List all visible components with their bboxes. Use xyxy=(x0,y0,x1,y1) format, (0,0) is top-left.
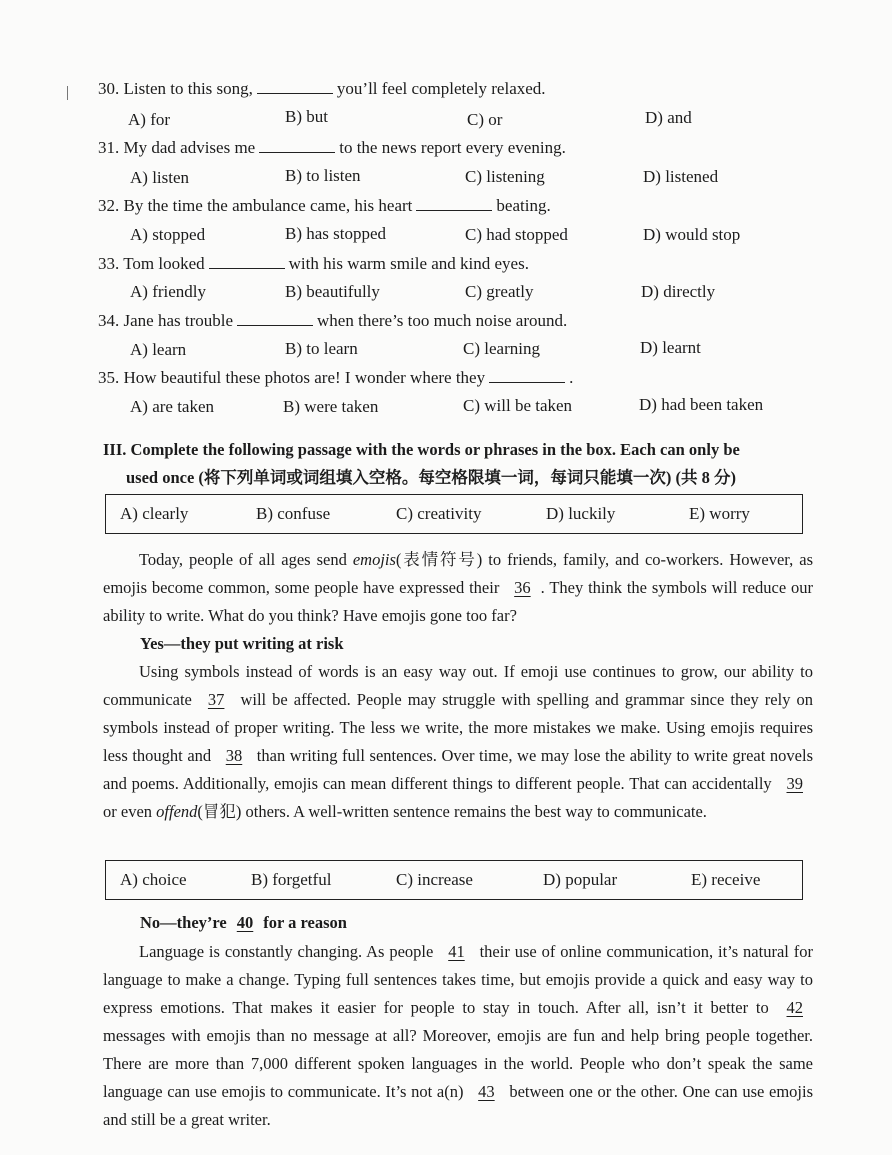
answer-blank xyxy=(237,311,313,326)
answer-blank xyxy=(257,79,333,94)
word-option: A) choice xyxy=(120,870,187,889)
answer-blank xyxy=(209,254,285,269)
word-box-2 xyxy=(105,860,803,900)
word-option: D) popular xyxy=(543,870,618,889)
option-a: A) listen xyxy=(130,168,190,187)
option-c: C) had stopped xyxy=(465,225,568,244)
subheading-yes: Yes—they put writing at risk xyxy=(140,634,344,653)
word-option: E) worry xyxy=(689,504,750,523)
option-d: D) directly xyxy=(641,282,716,301)
option-c: C) greatly xyxy=(465,282,534,301)
question-32 xyxy=(98,196,551,216)
option-b: B) has stopped xyxy=(285,224,387,243)
blank-43: 43 xyxy=(478,1082,495,1101)
question-stem: 30. Listen to this song, xyxy=(98,79,253,98)
question-stem: 31. My dad advises me xyxy=(98,138,256,157)
option-b: B) to learn xyxy=(285,339,358,358)
option-c: C) or xyxy=(467,110,503,129)
question-stem: 33. Tom looked xyxy=(98,254,205,273)
option-b: B) but xyxy=(285,107,328,126)
option-d: D) learnt xyxy=(640,338,701,357)
word-option: A) clearly xyxy=(120,504,189,523)
paragraph-yes: Using symbols instead of words is an easy way out. If emoji use continues to grow, our ability to communicate 37 will be affected. People may struggle with spelling and grammar since they rely on symbols instead of proper writing. The less we write, the more mistakes we make. Using emojis requires less thought and 38 than writing full sentences. Over time, we may lose the ability to write great novels and poems. Additionally, emojis can mean different things to different people. That can accidentally 39 or even offend(冒犯) others. A well-written sentence remains the best way to communicate. xyxy=(103,662,813,821)
section-title xyxy=(103,436,818,492)
answer-blank xyxy=(259,138,335,153)
word-option: D) luckily xyxy=(546,504,616,523)
question-33 xyxy=(98,254,529,274)
question-31 xyxy=(98,138,566,158)
question-stem: 32. By the time the ambulance came, his heart xyxy=(98,196,413,215)
option-a: A) learn xyxy=(130,340,187,359)
blank-40: 40 xyxy=(236,913,254,932)
blank-36: 36 xyxy=(514,578,531,597)
option-c: C) listening xyxy=(465,167,545,186)
question-stem-end: with his warm smile and kind eyes. xyxy=(288,254,529,273)
option-a: A) friendly xyxy=(130,282,207,301)
question-stem-end: you’ll feel completely relaxed. xyxy=(336,79,546,98)
option-b: B) beautifully xyxy=(285,282,380,301)
paragraph-intro: Today, people of all ages send emojis(表情符号) to friends, family, and co-workers. However, as emojis become common, some people have expressed their 36 . They think the symbols will reduce our ability to write. What do you think? Have emojis gone too far? xyxy=(103,550,813,625)
option-b: B) to listen xyxy=(285,166,361,185)
question-stem-end: when there’s too much noise around. xyxy=(317,311,568,330)
option-b: B) were taken xyxy=(283,397,379,416)
question-34 xyxy=(98,311,567,331)
question-stem-end: . xyxy=(569,368,574,387)
word-option: C) increase xyxy=(396,870,473,889)
answer-blank xyxy=(416,196,492,211)
option-c: C) will be taken xyxy=(463,396,573,415)
question-stem-end: to the news report every evening. xyxy=(339,138,566,157)
option-d: D) had been taken xyxy=(639,395,764,414)
question-35 xyxy=(98,368,573,388)
blank-39: 39 xyxy=(786,774,803,793)
option-a: A) stopped xyxy=(130,225,206,244)
word-option: B) confuse xyxy=(256,504,331,523)
option-d: D) and xyxy=(645,108,692,127)
section-title-line-1: III. Complete the following passage with the words or phrases in the box. Each can only be xyxy=(103,440,740,459)
option-a: A) are taken xyxy=(130,397,215,416)
option-d: D) would stop xyxy=(643,225,741,244)
word-option: B) forgetful xyxy=(251,870,332,889)
blank-37: 37 xyxy=(207,690,225,709)
word-option: E) receive xyxy=(691,870,761,889)
margin-mark xyxy=(67,86,68,100)
question-stem: 35. How beautiful these photos are! I wonder where they xyxy=(98,368,486,387)
option-c: C) learning xyxy=(463,339,540,358)
option-a: A) for xyxy=(128,110,171,129)
blank-38: 38 xyxy=(225,746,243,765)
option-d: D) listened xyxy=(643,167,719,186)
word-box-1 xyxy=(105,494,803,534)
question-stem-end: beating. xyxy=(496,196,551,215)
question-stem: 34. Jane has trouble xyxy=(98,311,234,330)
question-30 xyxy=(98,79,546,99)
answer-blank xyxy=(489,368,565,383)
section-title-line-2: used once (将下列单词或词组填入空格。每空格限填一词，每词只能填一次) (共 8 分) xyxy=(126,468,737,487)
blank-42: 42 xyxy=(786,998,803,1017)
subheading-no: No—they’re 40 for a reason xyxy=(140,913,347,932)
blank-41: 41 xyxy=(448,942,465,961)
word-option: C) creativity xyxy=(396,504,482,523)
paragraph-no: Language is constantly changing. As people 41 their use of online communication, it’s natural for language to make a change. Typing full sentences takes time, but emojis provide a quick and easy way to express emotions. That makes it easier for people to stay in touch. After all, isn’t it better to 42 messages with emojis than no message at all? Moreover, emojis are fun and help bring people together. There are more than 7,000 different spoken languages in the world. People who don’t speak the same language can use emojis to communicate. It’s not a(n) 43 between one or the other. One can use emojis and still be a great writer. xyxy=(103,938,813,1134)
